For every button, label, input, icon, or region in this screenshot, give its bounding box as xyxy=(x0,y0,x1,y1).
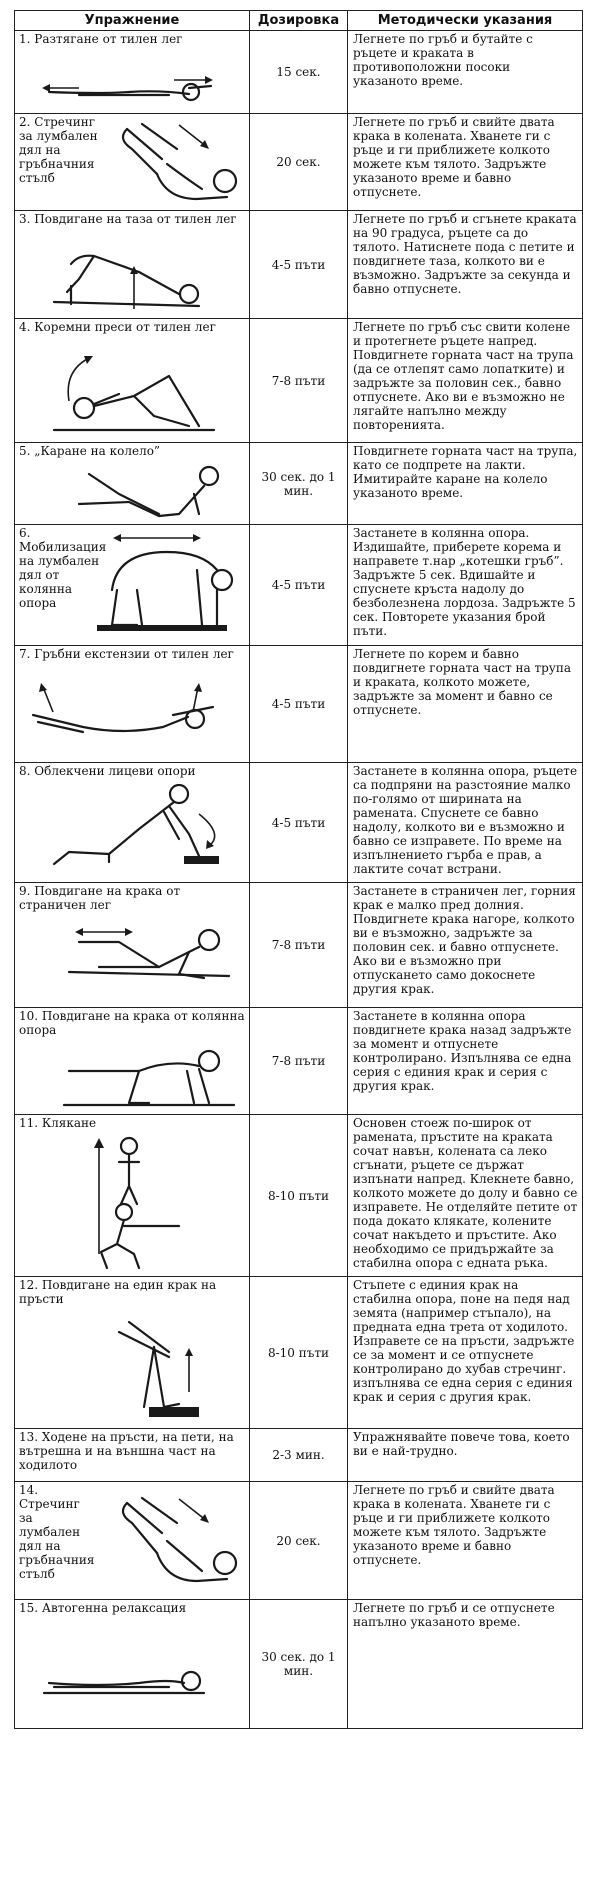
dose-cell: 20 сек. xyxy=(250,114,348,211)
dose-cell: 4-5 пъти xyxy=(250,646,348,763)
dose-cell: 30 сек. до 1 мин. xyxy=(250,1600,348,1729)
back-extension-figure xyxy=(23,677,223,757)
header-instructions: Методически указания xyxy=(348,11,583,31)
exercise-cell xyxy=(15,114,250,211)
instructions-cell: Легнете по гръб и свийте двата крака в колената. Хванете ги с ръце и ги приближете колкото можете към тялото. Задръжте указаното време и бавно отпуснете. xyxy=(348,1482,583,1600)
table-row xyxy=(15,1429,583,1482)
table-row xyxy=(15,1115,583,1277)
squat-figure xyxy=(79,1134,199,1272)
table-row xyxy=(15,443,583,525)
pelvic-lift-figure xyxy=(49,244,219,314)
exercise-cell xyxy=(15,1600,250,1729)
kneeling-leg-raise-figure xyxy=(59,1041,239,1111)
exercise-name: 13. Ходене на пръсти, на пети, на вътрешна и на външна част на ходилото xyxy=(19,1430,234,1472)
exercise-name: 14. Стречинг за лумбален дял на гръбначния стълб xyxy=(19,1483,95,1581)
instructions-cell: Застанете в колянна опора. Издишайте, приберете корема и направете т.нар „котешки гръб”. Задръжте 5 сек. Вдишайте и спуснете кръста надолу до безболезнена лордоза. Задръжте 5 сек. Повторете указания брой пъти. xyxy=(348,525,583,646)
dose-cell: 2-3 мин. xyxy=(250,1429,348,1482)
knee-pushup-figure xyxy=(49,784,239,879)
instructions-cell: Застанете в страничен лег, горния крак е малко пред долния. Повдигнете крака нагоре, колкото ви е възможно, задръжте за половин сек. и бавно отпуснете. Ако ви е възможно при отпускането само докоснете другия крак. xyxy=(348,883,583,1008)
table-row xyxy=(15,114,583,211)
exercise-name: 5. „Карaне на колело” xyxy=(19,444,161,458)
instructions-cell: Легнете по корем и бавно повдигнете горната част на трупа и краката, колкото можете, задръжте за момент и бавно се отпуснете. xyxy=(348,646,583,763)
exercise-name: 1. Разтягане от тилен лег xyxy=(19,32,183,46)
bicycle-figure xyxy=(69,464,229,522)
dose-cell: 20 сек. xyxy=(250,1482,348,1600)
header-dose: Дозировка xyxy=(250,11,348,31)
exercise-cell xyxy=(15,1115,250,1277)
instructions-cell: Легнете по гръб и бутайте с ръцете и краката в противоположни посоки указаното време. xyxy=(348,31,583,114)
exercise-cell xyxy=(15,1277,250,1429)
exercise-cell xyxy=(15,525,250,646)
dose-cell: 4-5 пъти xyxy=(250,211,348,319)
dose-cell: 30 сек. до 1 мин. xyxy=(250,443,348,525)
instructions-cell: Стъпете с единия крак на стабилна опора, поне на педя над земята (например стъпало), на предната една трета от ходилото. Изправете се на пръсти, задръжте се за момент и се отпуснете контролирано до хубав стречинг. изпълнява се една серия с единия крак и серия с другия крак. xyxy=(348,1277,583,1429)
exercise-name: 7. Гръбни екстензии от тилен лег xyxy=(19,647,234,661)
instructions-cell: Застанете в колянна опора, ръцете са подпряни на разстояние малко по-голямо от ширината на рамената. Спуснете се бавно надолу, колкото ви е възможно и бавно се изправете. По време на изпълнението гърба е прав, а лактите сочат встрани. xyxy=(348,763,583,883)
cat-back-figure xyxy=(77,530,246,642)
exercise-name: 10. Повдигане на крака от колянна опора xyxy=(19,1009,245,1037)
instructions-cell: Легнете по гръб и сгънете краката на 90 градуса, ръцете са до тялото. Натиснете пода с петите и повдигнете таза, колкото ви е възможно. Задръжте за секунда и бавно отпуснете. xyxy=(348,211,583,319)
knees-to-chest-figure xyxy=(107,1493,246,1591)
exercise-name: 6. Мобилизация на лумбален дял от колянна опора xyxy=(19,526,107,610)
dose-cell: 8-10 пъти xyxy=(250,1115,348,1277)
instructions-cell: Легнете по гръб със свити колене и протегнете ръцете напред. Повдигнете горната част на трупа (да се отлепят само лопатките) и задръжте за половин сек., бавно отпуснете. Ако ви е възможно не лягайте напълно между повторенията. xyxy=(348,319,583,443)
table-row xyxy=(15,883,583,1008)
exercise-name: 4. Коремни преси от тилен лег xyxy=(19,320,216,334)
table-row xyxy=(15,1277,583,1429)
table-row xyxy=(15,525,583,646)
exercise-name: 12. Повдигане на един крак на пръсти xyxy=(19,1278,217,1306)
exercise-name: 11. Клякане xyxy=(19,1116,97,1130)
exercise-cell xyxy=(15,1008,250,1115)
exercise-cell xyxy=(15,443,250,525)
instructions-cell: Повдигнете горната част на трупа, като се подпрете на лакти. Имитирайте каране на колело указаното време. xyxy=(348,443,583,525)
exercise-name: 8. Облекчени лицеви опори xyxy=(19,764,196,778)
table-row xyxy=(15,319,583,443)
exercise-cell xyxy=(15,1482,250,1600)
table-row xyxy=(15,763,583,883)
exercise-cell xyxy=(15,646,250,763)
table-row xyxy=(15,1008,583,1115)
header-row xyxy=(15,11,583,31)
exercise-cell xyxy=(15,31,250,114)
instructions-cell: Легнете по гръб и свийте двата крака в колената. Хванете ги с ръце и ги приближете колкото можете към тялото. Задръжте указаното време и бавно отпуснете. xyxy=(348,114,583,211)
calf-raise-figure xyxy=(109,1312,209,1424)
table-row xyxy=(15,1482,583,1600)
instructions-cell: Легнете по гръб и се отпуснете напълно указаното време. xyxy=(348,1600,583,1729)
crunch-figure xyxy=(49,346,219,436)
dose-cell: 4-5 пъти xyxy=(250,525,348,646)
dose-cell: 7-8 пъти xyxy=(250,883,348,1008)
table-row xyxy=(15,1600,583,1729)
exercise-name: 15. Автогенна релаксация xyxy=(19,1601,187,1615)
exercise-cell xyxy=(15,1429,250,1482)
exercise-table xyxy=(14,10,583,1729)
exercise-cell xyxy=(15,883,250,1008)
exercise-cell xyxy=(15,211,250,319)
dose-cell: 7-8 пъти xyxy=(250,319,348,443)
side-leg-raise-figure xyxy=(59,912,239,1002)
lying-stretch-figure xyxy=(39,70,214,104)
dose-cell: 8-10 пъти xyxy=(250,1277,348,1429)
table-row xyxy=(15,211,583,319)
exercise-name: 2. Стречинг за лумбален дял на гръбначния стълб xyxy=(19,115,98,185)
relaxation-figure xyxy=(39,1657,209,1697)
dose-cell: 7-8 пъти xyxy=(250,1008,348,1115)
instructions-cell: Застанете в колянна опора повдигнете крака назад задръжте за момент и отпуснете контролирано. Изпълнява се една серия с единия крак и серия с другия крак. xyxy=(348,1008,583,1115)
exercise-name: 9. Повдигане на крака от страничен лег xyxy=(19,884,181,912)
table-row xyxy=(15,646,583,763)
table-row xyxy=(15,31,583,114)
dose-cell: 4-5 пъти xyxy=(250,763,348,883)
instructions-cell: Основен стоеж по-широк от рамената, пръстите на краката сочат навън, колената са леко сгънати, ръцете се държат изпънати напред. Клекнете бавно, колкото можете до долу и бавно се изправете. Не отделяйте петите от пода докато клякате, колените сочат накъдето и пръстите. Ако необходимо се придържайте за стабилна опора с едната ръка. xyxy=(348,1115,583,1277)
exercise-cell xyxy=(15,763,250,883)
exercise-name: 3. Повдигане на таза от тилен лег xyxy=(19,212,237,226)
dose-cell: 15 сек. xyxy=(250,31,348,114)
knees-to-chest-figure xyxy=(107,119,246,207)
exercise-cell xyxy=(15,319,250,443)
instructions-cell: Упражнявайте повече това, което ви е най-трудно. xyxy=(348,1429,583,1482)
header-exercise: Упражнение xyxy=(15,11,250,31)
